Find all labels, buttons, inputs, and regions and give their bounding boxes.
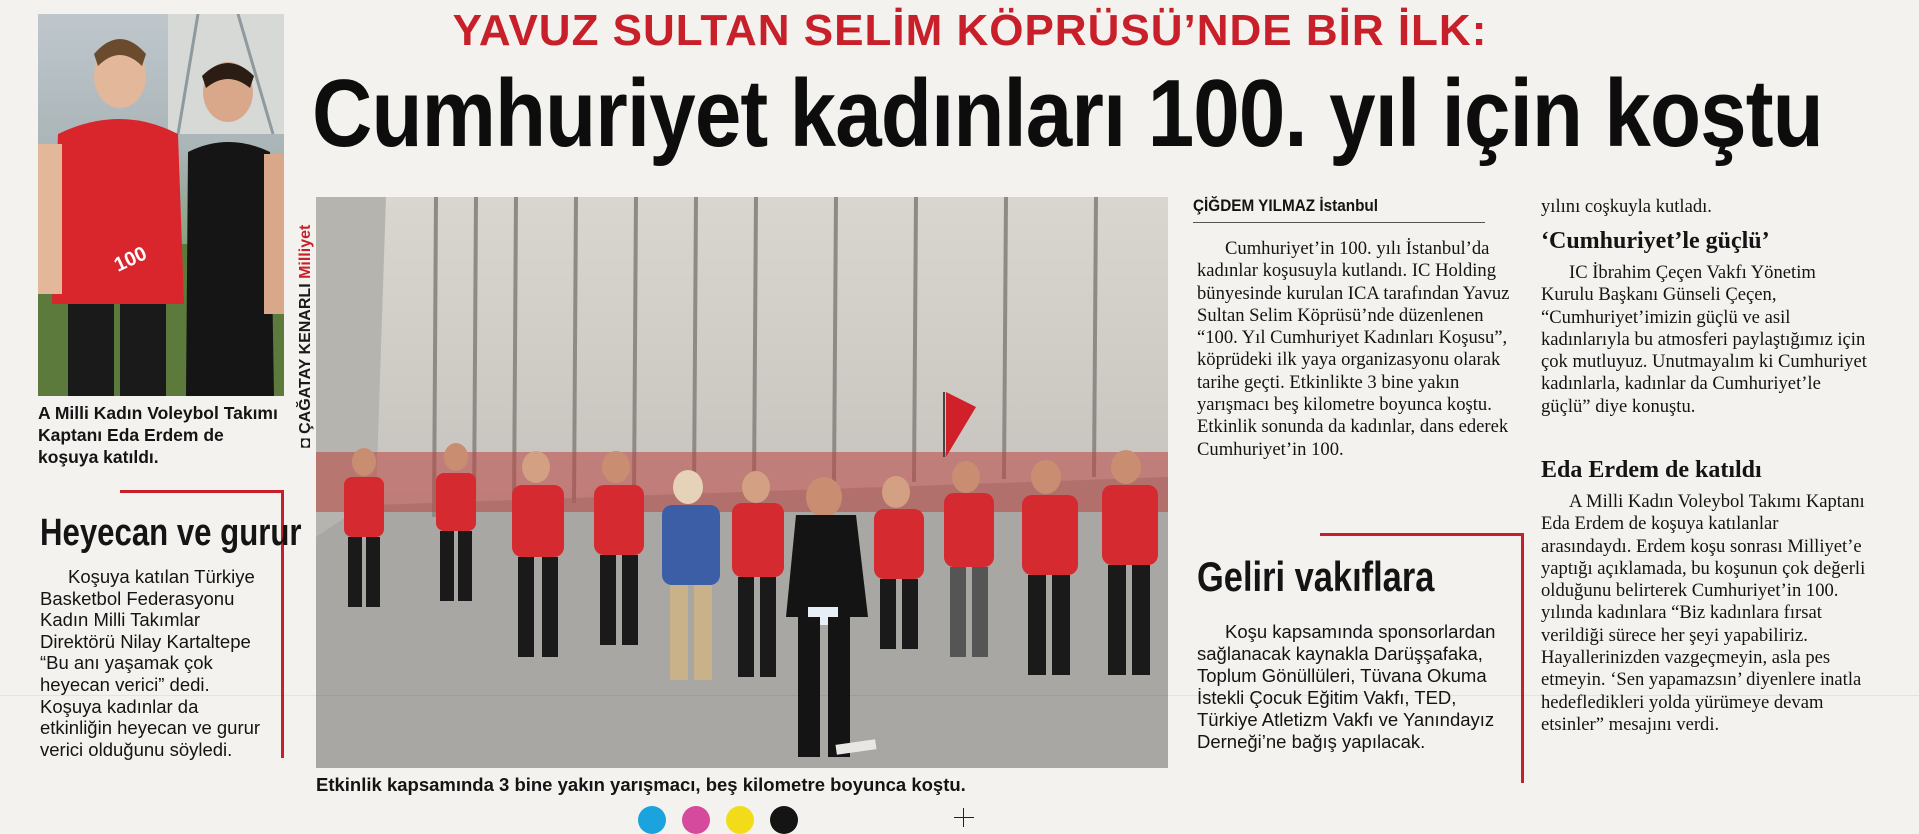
section-body-geliri: Koşu kapsamında sponsorlardan sağlanacak kaynakla Darüşşafaka, Toplum Gönüllüleri, Tüvana Okuma İstekli Çocuk Eğitim Vakfı, TED, Türkiye Atletizm Vakfı ve Yanındayız Derneği’ne bağış yapılacak. [1197, 621, 1496, 752]
small-photo-caption: A Milli Kadın Voleybol Takımı Kaptanı Eda Erdem de koşuya katıldı. [38, 403, 278, 467]
main-photo-image [316, 197, 1168, 768]
section-body-heyecan: Koşuya katılan Türkiye Basketbol Federasyonu Kadın Milli Takımlar Direktörü Nilay Kartaltepe “Bu anı yaşamak çok heyecan verici” dedi. Koşuya kadınlar da etkinliğin heyecan ve gurur verici olduğunu söyledi. [40, 566, 261, 760]
black-registration-dot [770, 806, 798, 834]
section-rule-top-2 [1320, 533, 1523, 536]
kicker: YAVUZ SULTAN SELİM KÖPRÜSÜ’NDE BİR İLK: [452, 6, 1488, 55]
camera-icon: ◘ [297, 433, 314, 448]
section-rule-right-2 [1521, 533, 1524, 783]
section-heading-geliri: Geliri vakıflara [1197, 553, 1435, 600]
headline: Cumhuriyet kadınları 100. yıl için koştu [312, 60, 1823, 167]
section-heading-cumhuriyetle: ‘Cumhuriyet’le güçlü’ [1541, 228, 1770, 254]
crosshair-registration-mark [954, 808, 974, 827]
scan-line [0, 695, 1919, 696]
section-body-cumhuriyetle: IC İbrahim Çeçen Vakfı Yönetim Kurulu Başkanı Günseli Çeçen, “Cumhuriyet’imizin güçlü ve asil kadınlarıyla bu atmosferi paylaştığımız için çok mutluyuz. Unutmayalım ki Cumhuriyet kadınlarla, kadınlar da Cumhuriyet’le güçlü” diye konuştu. [1541, 262, 1867, 417]
cyan-registration-dot [638, 806, 666, 834]
main-photo-caption: Etkinlik kapsamında 3 bine yakın yarışmacı, beş kilometre boyunca koştu. [316, 774, 966, 795]
main-photo [316, 197, 1168, 768]
small-photo [38, 14, 284, 396]
section-body-eda-erdem: A Milli Kadın Voleybol Takımı Kaptanı Eda Erdem de koşuya katılanlar arasındaydı. Erdem koşu sonrası Milliyet’e yaptığı açıklamada, bu koşunun çok değerli olduğunu belirterek Cumhuriyet’in 100. yılında kadınlara “Biz kadınlara fırsat verildiği sürece her şeyi yapabiliriz. Hayallerinizden vazgeçmeyin, asla pes etmeyin. ‘Sen yapamazsın’ diyenlere inatla hedefledikleri yolda yürümeye devam etsinler” mesajını verdi. [1541, 491, 1866, 735]
yellow-registration-dot [726, 806, 754, 834]
article-lead: Cumhuriyet’in 100. yılı İstanbul’da kadınlar koşusuyla kutlandı. IC Holding bünyesinde kurulan ICA tarafından Yavuz Sultan Selim Köprüsü’nde düzenlenen “100. Yıl Cumhuriyet Kadınları Koşusu”, köprüdeki ilk yaya organizasyonu olarak tarihe geçti. Etkinlikte 3 bine yakın yarışmacı beş kilometre boyunca koştu. Etkinlik sonunda da kadınlar, dans ederek Cumhuriyet’in 100. [1197, 238, 1510, 460]
section-heading-heyecan: Heyecan ve gurur [40, 512, 302, 554]
shirt-text: 100 [110, 242, 151, 277]
byline-rule [1193, 222, 1485, 223]
article-lead-continued: yılını coşkuyla kutladı. [1541, 196, 1712, 217]
magenta-registration-dot [682, 806, 710, 834]
section-rule-top [120, 490, 282, 493]
section-heading-eda-erdem: Eda Erdem de katıldı [1541, 457, 1762, 483]
photographer-name: ÇAĞATAY KENARLI [297, 283, 314, 434]
small-photo-image [38, 14, 284, 396]
byline: ÇİĞDEM YILMAZ İstanbul [1193, 196, 1379, 215]
credit-outlet: Milliyet [297, 224, 314, 279]
